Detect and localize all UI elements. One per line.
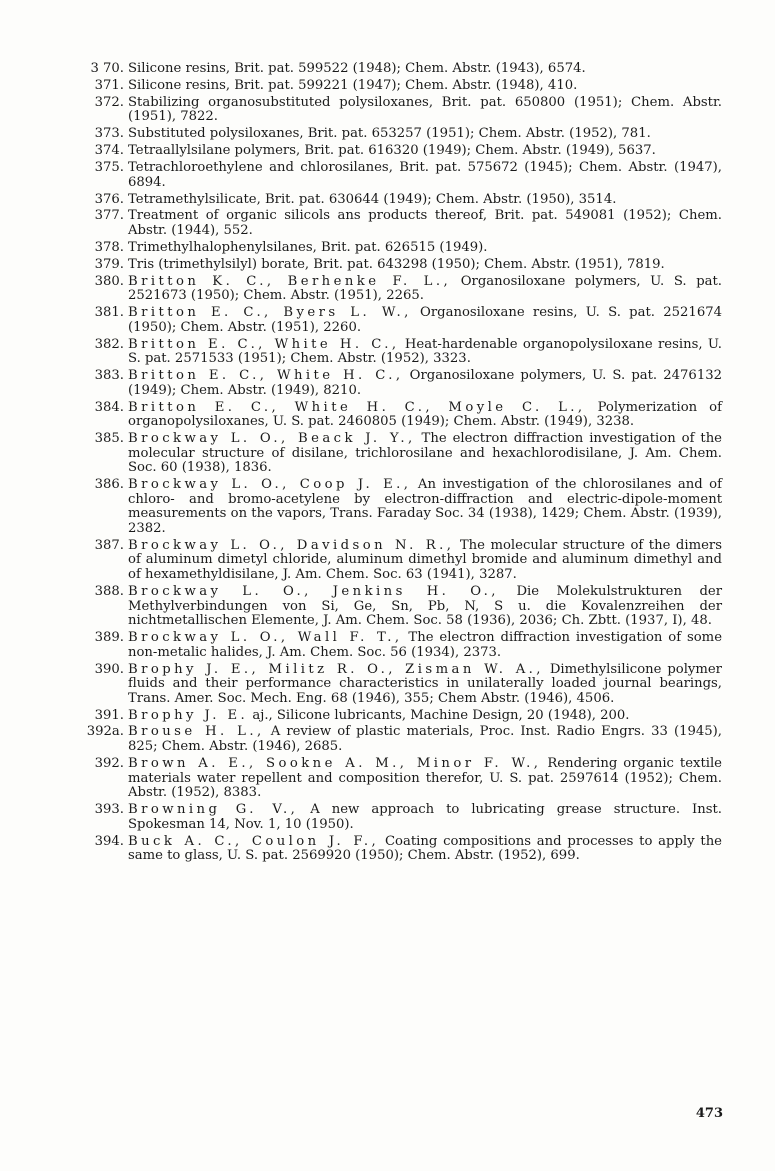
reference-text: Rendering organic textile materials water repellent and composition therefor, U. S. pat. 2597614 (1952); Chem. Abstr. (1952), 8383.	[128, 755, 722, 801]
reference-text: Tetraallylsilane polymers, Brit. pat. 616320 (1949); Chem. Abstr. (1949), 5637.	[128, 143, 656, 159]
reference-authors: Britton E. C., White H. C., Moyle C. L.,	[128, 399, 586, 415]
reference-number: 381.	[94, 305, 124, 321]
reference-authors: Browning G. V.,	[128, 802, 299, 818]
reference-authors: Brophy J. E., Militz R. O., Zisman W. A.,	[128, 661, 544, 677]
reference-authors: Brophy J. E.	[128, 707, 249, 723]
reference-number: 387.	[94, 537, 124, 553]
reference-authors: Brown A. E., Sookne A. M., Minor F. W.,	[128, 755, 542, 771]
reference-text: Tris (trimethylsilyl) borate, Brit. pat. 643298 (1950); Chem. Abstr. (1951), 7819.	[128, 256, 665, 272]
reference-text: A new approach to lubricating grease structure. Inst. Spokesman 14, Nov. 1, 10 (1950).	[128, 802, 722, 832]
reference-text: Trimethylhalophenylsilanes, Brit. pat. 626515 (1949).	[128, 239, 488, 255]
reference-entry	[78, 539, 722, 583]
reference-entry	[78, 709, 722, 724]
reference-text: Coating compositions and processes to apply the same to glass, U. S. pat. 2569920 (1950); Chem. Abstr. (1952), 699.	[128, 833, 722, 864]
reference-authors: Britton E. C., Byers L. W.,	[128, 305, 412, 321]
reference-number: 390.	[94, 661, 124, 677]
reference-text: Organosiloxane polymers, U. S. pat. 2476132 (1949); Chem. Abstr. (1949), 8210.	[128, 368, 722, 398]
reference-entry	[78, 127, 722, 142]
reference-text: Substituted polysiloxanes, Brit. pat. 653257 (1951); Chem. Abstr. (1952), 781.	[128, 126, 651, 142]
reference-entry	[78, 631, 722, 660]
reference-authors: Brockway L. O., Davidson N. R.,	[128, 537, 455, 553]
reference-entry	[78, 338, 722, 367]
reference-text: A review of plastic materials, Proc. Inst. Radio Engrs. 33 (1945), 825; Chem. Abstr. (1946), 2685.	[128, 724, 722, 755]
reference-authors: Britton E. C., White H. C.,	[128, 368, 404, 384]
reference-number: 384.	[94, 399, 124, 415]
reference-entry	[78, 161, 722, 190]
reference-number: 373.	[94, 126, 124, 142]
reference-entry	[78, 306, 722, 335]
reference-number: 394.	[94, 833, 124, 849]
reference-authors: Brockway L. O., Wall F. T.,	[128, 630, 403, 646]
reference-authors: Brouse H. L.,	[128, 724, 265, 740]
reference-entry	[78, 757, 722, 801]
page-number: 473	[695, 1106, 723, 1121]
reference-entry	[78, 835, 722, 864]
reference-text: Tetramethylsilicate, Brit. pat. 630644 (1949); Chem. Abstr. (1950), 3514.	[128, 191, 617, 207]
reference-authors: Brockway L. O., Beack J. Y.,	[128, 431, 416, 447]
reference-number: 371.	[94, 77, 124, 93]
reference-number: 377.	[94, 208, 124, 224]
reference-entry	[78, 401, 722, 430]
reference-number: 392.	[94, 755, 124, 771]
reference-number: 393.	[94, 802, 124, 818]
reference-text: Polymerization of organopolysiloxanes, U. S. pat. 2460805 (1949); Chem. Abstr. (1949), 3238.	[128, 399, 722, 430]
reference-text: Silicone resins, Brit. pat. 599221 (1947); Chem. Abstr. (1948), 410.	[128, 77, 578, 93]
reference-entry	[78, 144, 722, 159]
reference-number: 376.	[94, 191, 124, 207]
reference-number: 382.	[94, 336, 124, 352]
reference-entry	[78, 369, 722, 398]
reference-text: The electron diffraction investigation of some non-metalic halides, J. Am. Chem. Soc. 56 (1934), 2373.	[128, 630, 722, 660]
reference-number: 391.	[94, 707, 124, 723]
reference-text: Organosiloxane polymers, U. S. pat. 2521673 (1950); Chem. Abstr. (1951), 2265.	[128, 273, 722, 304]
reference-number: 392a.	[86, 724, 124, 740]
reference-entry	[78, 478, 722, 536]
reference-entry	[78, 258, 722, 273]
reference-text: Silicone resins, Brit. pat. 599522 (1948); Chem. Abstr. (1943), 6574.	[128, 61, 586, 76]
reference-text: Organosiloxane resins, U. S. pat. 2521674 (1950); Chem. Abstr. (1951), 2260.	[128, 305, 722, 335]
reference-text: Die Molekulstrukturen der Methylverbindungen von Si, Ge, Sn, Pb, N, S u. die Kovalenzreihen der nichtmetallischen Elemente, J. Am. Chem. Soc. 58 (1936), 2036; Ch. Zbtt. (1937, I), 48.	[128, 583, 723, 629]
reference-text: Dimethylsilicone polymer fluids and their performance characteristics in unilaterally loaded journal bearings, Trans. Amer. Soc. Mech. Eng. 68 (1946), 355; Chem Abstr. (1946), 4506.	[128, 661, 722, 706]
reference-entry	[78, 803, 722, 832]
reference-number: 3 70.	[90, 61, 124, 76]
reference-text: Heat-hardenable organopolysiloxane resins, U. S. pat. 2571533 (1951); Chem. Abstr. (1952), 3323.	[128, 336, 722, 367]
reference-authors: Brockway L. O., Jenkins H. O.,	[128, 583, 499, 599]
reference-entry	[78, 209, 722, 238]
reference-entry	[78, 432, 722, 476]
reference-entry	[78, 96, 722, 125]
reference-authors: Britton K. C., Berhenke F. L.,	[128, 273, 452, 289]
reference-authors: Buck A. C., Coulon J. F.,	[128, 833, 380, 849]
reference-number: 389.	[94, 630, 124, 646]
reference-text: The electron diffraction investigation of the molecular structure of disilane, trichlorosilane and hexachlorodisilane, J. Am. Chem. Soc. 60 (1938), 1836.	[128, 431, 722, 476]
reference-entry	[78, 725, 722, 754]
reference-list	[78, 62, 722, 866]
reference-text: Stabilizing organosubstituted polysiloxanes, Brit. pat. 650800 (1951); Chem. Abstr. (1951), 7822.	[128, 94, 722, 125]
reference-entry	[78, 241, 722, 256]
reference-number: 379.	[94, 256, 124, 272]
reference-number: 385.	[94, 431, 124, 447]
reference-text: Tetrachloroethylene and chlorosilanes, Brit. pat. 575672 (1945); Chem. Abstr. (1947), 6894.	[128, 160, 722, 190]
reference-authors: Brockway L. O., Coop J. E.,	[128, 477, 412, 493]
reference-text: The molecular structure of the dimers of aluminum dimetyl chloride, aluminum dimethyl bromide and aluminum dimethyl and of hexamethyldisilane, J. Am. Chem. Soc. 63 (1941), 3287.	[128, 537, 722, 583]
reference-number: 375.	[94, 160, 124, 176]
reference-text: Treatment of organic silicols ans products thereof, Brit. pat. 549081 (1952); Chem. Abstr. (1944), 552.	[128, 208, 722, 239]
reference-entry	[78, 275, 722, 304]
reference-text: aj., Silicone lubricants, Machine Design, 20 (1948), 200.	[248, 707, 630, 723]
reference-entry	[78, 62, 722, 77]
reference-entry	[78, 193, 722, 208]
reference-number: 386.	[94, 477, 124, 493]
reference-number: 374.	[94, 143, 124, 159]
reference-entry	[78, 585, 722, 629]
reference-number: 378.	[94, 239, 124, 255]
reference-number: 388.	[94, 583, 124, 599]
reference-entry	[78, 663, 722, 707]
reference-text: An investigation of the chlorosilanes and of chloro- and bromo-acetylene by electron-diffraction and electric-dipole-moment measurements on the vapors, Trans. Faraday Soc. 34 (1938), 1429; Chem. Abstr. (1939), 2382.	[128, 477, 722, 536]
reference-number: 383.	[94, 368, 124, 384]
reference-number: 372.	[94, 94, 124, 110]
reference-authors: Britton E. C., White H. C.,	[128, 336, 400, 352]
reference-number: 380.	[94, 273, 124, 289]
reference-entry	[78, 79, 722, 94]
